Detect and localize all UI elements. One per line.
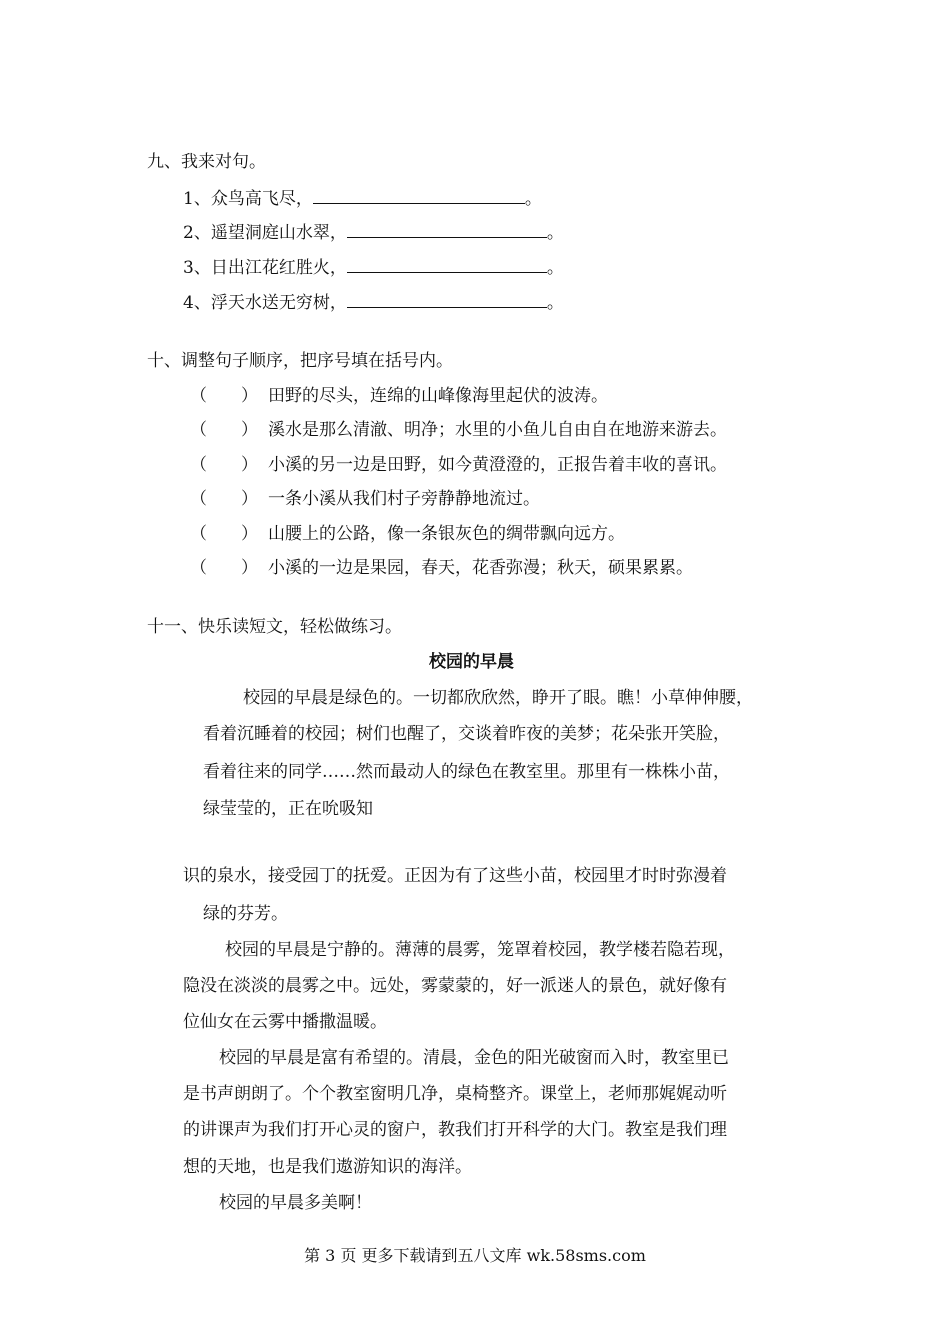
order-paren[interactable]: （ ） bbox=[190, 420, 258, 440]
passage-line: 绿的芬芳。 bbox=[203, 904, 288, 924]
section10-heading: 十、调整句子顺序，把序号填在括号内。 bbox=[147, 351, 453, 371]
passage-line: 看着往来的同学……然而最动人的绿色在教室里。那里有一株株小苗， bbox=[203, 762, 730, 782]
order-sentence: 山腰上的公路，像一条银灰色的绸带飘向远方。 bbox=[268, 524, 625, 544]
order-sentence: 小溪的一边是果园，春天，花香弥漫；秋天，硕果累累。 bbox=[268, 558, 693, 578]
order-sentence: 溪水是那么清澈、明净；水里的小鱼儿自由自在地游来游去。 bbox=[268, 420, 727, 440]
couplet-item-4 bbox=[183, 290, 564, 315]
couplet-prompt: 2、遥望洞庭山水翠， bbox=[183, 223, 347, 243]
order-item bbox=[190, 522, 625, 546]
order-item bbox=[190, 487, 540, 511]
passage-line: 校园的早晨是富有希望的。清晨，金色的阳光破窗而入时，教室里已 bbox=[219, 1048, 729, 1068]
period: 。 bbox=[546, 293, 564, 313]
passage-line: 校园的早晨是绿色的。一切都欣欣然，睁开了眼。瞧！小草伸伸腰， bbox=[243, 688, 753, 708]
order-paren[interactable]: （ ） bbox=[190, 386, 258, 406]
order-paren[interactable]: （ ） bbox=[190, 558, 258, 578]
passage-line: 位仙女在云雾中播撒温暖。 bbox=[183, 1012, 387, 1032]
passage-line: 识的泉水，接受园丁的抚爱。正因为有了这些小苗，校园里才时时弥漫着 bbox=[183, 866, 727, 886]
passage-line: 想的天地，也是我们遨游知识的海洋。 bbox=[183, 1157, 472, 1177]
passage-title: 校园的早晨 bbox=[429, 652, 514, 672]
order-item bbox=[190, 384, 608, 408]
passage-line: 的讲课声为我们打开心灵的窗户，教我们打开科学的大门。教室是我们理 bbox=[183, 1120, 727, 1140]
period: 。 bbox=[546, 223, 564, 243]
section11-heading: 十一、快乐读短文，轻松做练习。 bbox=[147, 617, 402, 637]
order-paren[interactable]: （ ） bbox=[190, 455, 258, 475]
page-footer: 第 3 页 更多下载请到五八文库 wk.58sms.com bbox=[304, 1246, 646, 1265]
couplet-item-3 bbox=[183, 255, 564, 280]
passage-line: 隐没在淡淡的晨雾之中。远处，雾蒙蒙的，好一派迷人的景色，就好像有 bbox=[183, 976, 727, 996]
answer-blank[interactable] bbox=[347, 255, 547, 273]
couplet-prompt: 4、浮天水送无穷树， bbox=[183, 293, 347, 313]
passage-line: 绿莹莹的，正在吮吸知 bbox=[203, 799, 373, 819]
order-paren[interactable]: （ ） bbox=[190, 489, 258, 509]
order-item bbox=[190, 418, 727, 442]
couplet-item-2 bbox=[183, 220, 564, 245]
passage-line: 校园的早晨是宁静的。薄薄的晨雾，笼罩着校园，教学楼若隐若现， bbox=[225, 940, 735, 960]
answer-blank[interactable] bbox=[347, 290, 547, 308]
order-sentence: 一条小溪从我们村子旁静静地流过。 bbox=[268, 489, 540, 509]
passage-line: 看着沉睡着的校园；树们也醒了，交谈着昨夜的美梦；花朵张开笑脸， bbox=[203, 724, 730, 744]
answer-blank[interactable] bbox=[313, 186, 525, 204]
answer-blank[interactable] bbox=[347, 220, 547, 238]
order-item bbox=[190, 556, 693, 580]
order-paren[interactable]: （ ） bbox=[190, 524, 258, 544]
order-sentence: 田野的尽头，连绵的山峰像海里起伏的波涛。 bbox=[268, 386, 608, 406]
couplet-item-1 bbox=[183, 186, 542, 211]
period: 。 bbox=[524, 189, 542, 209]
order-item bbox=[190, 453, 727, 477]
passage-line: 校园的早晨多美啊！ bbox=[219, 1193, 372, 1213]
couplet-prompt: 3、日出江花红胜火， bbox=[183, 258, 347, 278]
section9-heading: 九、我来对句。 bbox=[147, 152, 266, 172]
couplet-prompt: 1、众鸟高飞尽， bbox=[183, 189, 313, 209]
passage-line: 是书声朗朗了。个个教室窗明几净，桌椅整齐。课堂上，老师那娓娓动听 bbox=[183, 1084, 727, 1104]
order-sentence: 小溪的另一边是田野，如今黄澄澄的，正报告着丰收的喜讯。 bbox=[268, 455, 727, 475]
period: 。 bbox=[546, 258, 564, 278]
